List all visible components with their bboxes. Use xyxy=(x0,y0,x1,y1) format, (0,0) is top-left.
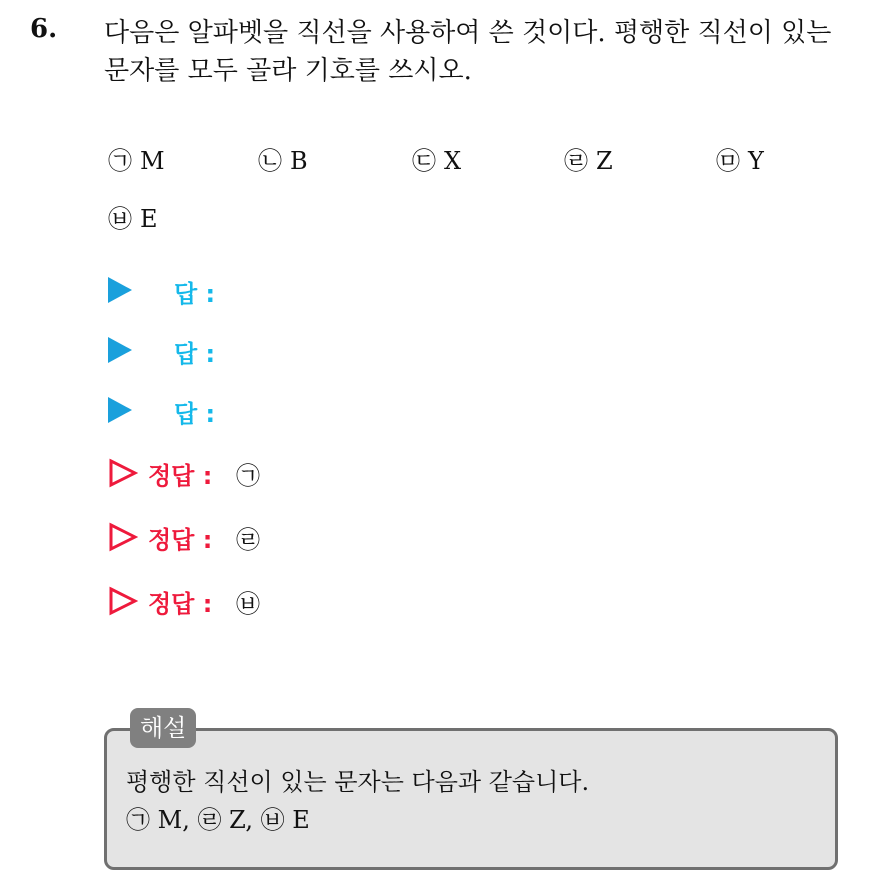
option-letter: Y xyxy=(748,147,764,175)
option-mark: ㉡ xyxy=(258,147,282,175)
correct-answer-value: ㉠ xyxy=(236,462,260,490)
option-mark: ㉢ xyxy=(412,147,436,175)
option-4 xyxy=(564,146,613,176)
outline-triangle-icon xyxy=(108,458,138,488)
explanation-title: 해설 xyxy=(130,708,196,748)
question-text xyxy=(104,14,874,90)
option-3 xyxy=(412,146,461,176)
play-triangle-icon xyxy=(108,337,132,363)
option-mark: ㉣ xyxy=(564,147,588,175)
play-triangle-icon xyxy=(108,277,132,303)
correct-answer-value: ㉥ xyxy=(236,590,260,618)
option-letter: B xyxy=(290,147,308,175)
correct-answer-value: ㉣ xyxy=(236,526,260,554)
option-2 xyxy=(258,146,308,176)
answer-label: 답 : xyxy=(174,340,216,368)
option-letter: E xyxy=(140,205,158,233)
option-5 xyxy=(716,146,764,176)
explanation-box xyxy=(104,728,838,870)
option-1 xyxy=(108,146,165,176)
play-triangle-icon xyxy=(108,397,132,423)
answer-label: 답 : xyxy=(174,400,216,428)
option-letter: M xyxy=(140,147,165,175)
question-number: 6. xyxy=(30,14,58,44)
option-letter: Z xyxy=(596,147,613,175)
outline-triangle-icon xyxy=(108,586,138,616)
outline-triangle-icon xyxy=(108,522,138,552)
explanation-line-1: 평행한 직선이 있는 문자는 다음과 같습니다. xyxy=(126,768,590,796)
question-text-line-1: 다음은 알파벳을 직선을 사용하여 쓴 것이다. 평행한 직선이 있는 xyxy=(104,18,832,48)
question-text-line-2: 문자를 모두 골라 기호를 쓰시오. xyxy=(104,56,472,86)
option-mark: ㉠ xyxy=(108,147,132,175)
option-mark: ㉤ xyxy=(716,147,740,175)
answer-label: 답 : xyxy=(174,280,216,308)
option-mark: ㉥ xyxy=(108,205,132,233)
correct-answer-label: 정답 : xyxy=(148,590,213,618)
option-letter: X xyxy=(444,147,462,175)
option-6 xyxy=(108,204,158,234)
correct-answer-label: 정답 : xyxy=(148,462,213,490)
correct-answer-label: 정답 : xyxy=(148,526,213,554)
explanation-line-2: ㉠ M, ㉣ Z, ㉥ E xyxy=(126,806,310,834)
